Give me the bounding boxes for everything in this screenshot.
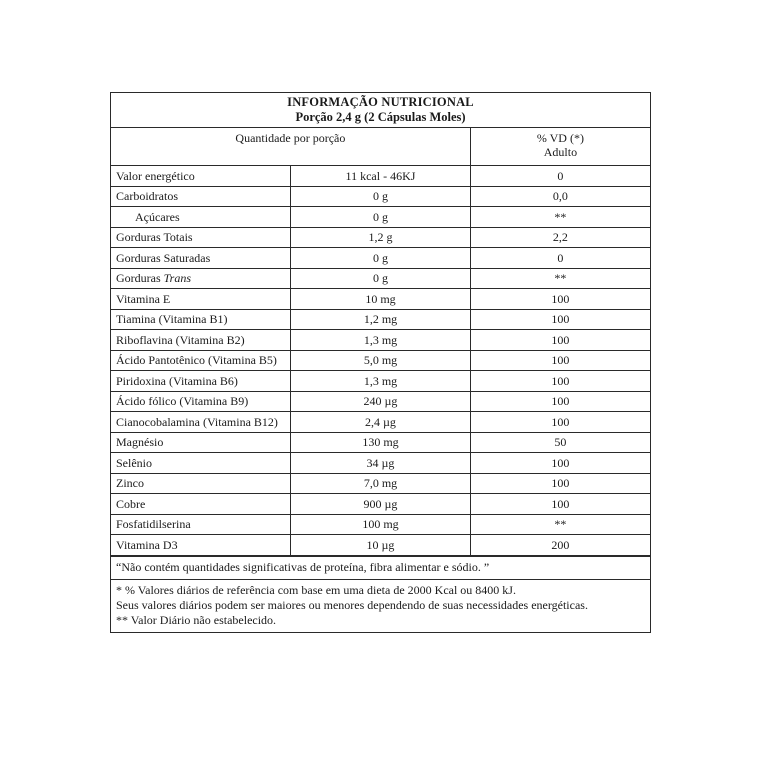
- nutrient-name: Vitamina D3: [111, 535, 291, 556]
- footnote-not-established: ** Valor Diário não estabelecido.: [116, 612, 277, 627]
- nutrient-row: [111, 432, 650, 453]
- nutrient-name: Piridoxina (Vitamina B6): [111, 371, 291, 392]
- nutrient-row: [111, 186, 650, 207]
- nutrient-vd: 100: [470, 371, 650, 392]
- nutrient-vd: 50: [470, 432, 650, 453]
- vd-header-line1: % VD (*): [536, 131, 584, 145]
- nutrient-name: Carboidratos: [111, 186, 291, 207]
- nutrient-amount: 1,2 g: [291, 227, 471, 248]
- nutrient-vd: 0: [470, 166, 650, 187]
- nutrient-row: [111, 166, 650, 187]
- nutrient-amount: 240 µg: [291, 391, 471, 412]
- label-title: INFORMAÇÃO NUTRICIONAL: [287, 95, 474, 109]
- nutrient-name: Ácido Pantotênico (Vitamina B5): [111, 350, 291, 371]
- nutrient-vd: **: [470, 514, 650, 535]
- nutrient-amount: 7,0 mg: [291, 473, 471, 494]
- nutrient-name: Valor energético: [111, 166, 291, 187]
- nutrient-amount: 900 µg: [291, 494, 471, 515]
- nutrient-row: [111, 248, 650, 269]
- nutrient-amount: 10 mg: [291, 289, 471, 310]
- nutrient-vd: 200: [470, 535, 650, 556]
- nutrient-vd: 100: [470, 350, 650, 371]
- nutrient-row: [111, 535, 650, 556]
- nutrient-row: [111, 289, 650, 310]
- footnote-individual-needs: Seus valores diários podem ser maiores ou menores dependendo de suas necessidades energéticas.: [116, 597, 588, 612]
- nutrient-amount: 130 mg: [291, 432, 471, 453]
- nutrient-vd: **: [470, 207, 650, 228]
- nutrient-name: Zinco: [111, 473, 291, 494]
- nutrient-row: [111, 268, 650, 289]
- nutrient-amount: 10 µg: [291, 535, 471, 556]
- nutrient-name: Ácido fólico (Vitamina B9): [111, 391, 291, 412]
- nutrient-row: [111, 330, 650, 351]
- nutrient-amount: 1,3 mg: [291, 371, 471, 392]
- nutrient-name: Gorduras Totais: [111, 227, 291, 248]
- vd-header: [470, 128, 650, 165]
- nutrient-row: [111, 453, 650, 474]
- nutrient-name: Cobre: [111, 494, 291, 515]
- nutrient-vd: 100: [470, 330, 650, 351]
- nutrient-row: [111, 371, 650, 392]
- vd-header-line2: Adulto: [543, 145, 578, 159]
- nutrient-row: [111, 350, 650, 371]
- footnote-reference-values: * % Valores diários de referência com base em uma dieta de 2000 Kcal ou 8400 kJ.: [116, 582, 516, 597]
- label-header: [111, 93, 650, 128]
- nutrient-vd: 2,2: [470, 227, 650, 248]
- nutrient-name: Açúcares: [111, 207, 291, 228]
- column-header-row: [111, 128, 650, 165]
- nutrient-name: Fosfatidilserina: [111, 514, 291, 535]
- nutrient-amount: 0 g: [291, 268, 471, 289]
- nutrient-row: [111, 309, 650, 330]
- nutrient-amount: 0 g: [291, 248, 471, 269]
- nutrient-row: [111, 473, 650, 494]
- nutrient-amount: 100 mg: [291, 514, 471, 535]
- nutrient-name: Riboflavina (Vitamina B2): [111, 330, 291, 351]
- nutrient-name: Tiamina (Vitamina B1): [111, 309, 291, 330]
- nutrient-row: [111, 412, 650, 433]
- nutrient-vd: 100: [470, 494, 650, 515]
- nutrient-vd: 100: [470, 473, 650, 494]
- nutrient-vd: 100: [470, 453, 650, 474]
- nutrient-amount: 0 g: [291, 207, 471, 228]
- nutrient-rows: [111, 166, 650, 556]
- nutrient-name: Magnésio: [111, 432, 291, 453]
- nutrient-name: Gorduras Trans: [111, 268, 291, 289]
- nutrient-vd: 0: [470, 248, 650, 269]
- nutrient-amount: 1,2 mg: [291, 309, 471, 330]
- nutrient-name: Vitamina E: [111, 289, 291, 310]
- serving-size: Porção 2,4 g (2 Cápsulas Moles): [295, 110, 466, 124]
- not-significant-note: “Não contém quantidades significativas de proteína, fibra alimentar e sódio. ”: [111, 556, 650, 579]
- nutrition-facts-label: [110, 92, 651, 633]
- quantity-header: Quantidade por porção: [111, 128, 470, 165]
- nutrient-name: Selênio: [111, 453, 291, 474]
- nutrient-row: [111, 227, 650, 248]
- nutrient-row: [111, 494, 650, 515]
- nutrient-row: [111, 391, 650, 412]
- nutrient-amount: 0 g: [291, 186, 471, 207]
- nutrient-name: Cianocobalamina (Vitamina B12): [111, 412, 291, 433]
- nutrient-amount: 1,3 mg: [291, 330, 471, 351]
- nutrition-table: [111, 128, 650, 556]
- nutrient-vd: 100: [470, 391, 650, 412]
- footnotes: [111, 579, 650, 632]
- nutrient-vd: 0,0: [470, 186, 650, 207]
- nutrient-vd: 100: [470, 289, 650, 310]
- nutrient-row: [111, 514, 650, 535]
- nutrient-amount: 11 kcal - 46KJ: [291, 166, 471, 187]
- nutrient-name: Gorduras Saturadas: [111, 248, 291, 269]
- nutrient-row: [111, 207, 650, 228]
- nutrient-amount: 34 µg: [291, 453, 471, 474]
- nutrient-vd: **: [470, 268, 650, 289]
- nutrient-vd: 100: [470, 309, 650, 330]
- nutrient-vd: 100: [470, 412, 650, 433]
- nutrient-amount: 5,0 mg: [291, 350, 471, 371]
- nutrient-amount: 2,4 µg: [291, 412, 471, 433]
